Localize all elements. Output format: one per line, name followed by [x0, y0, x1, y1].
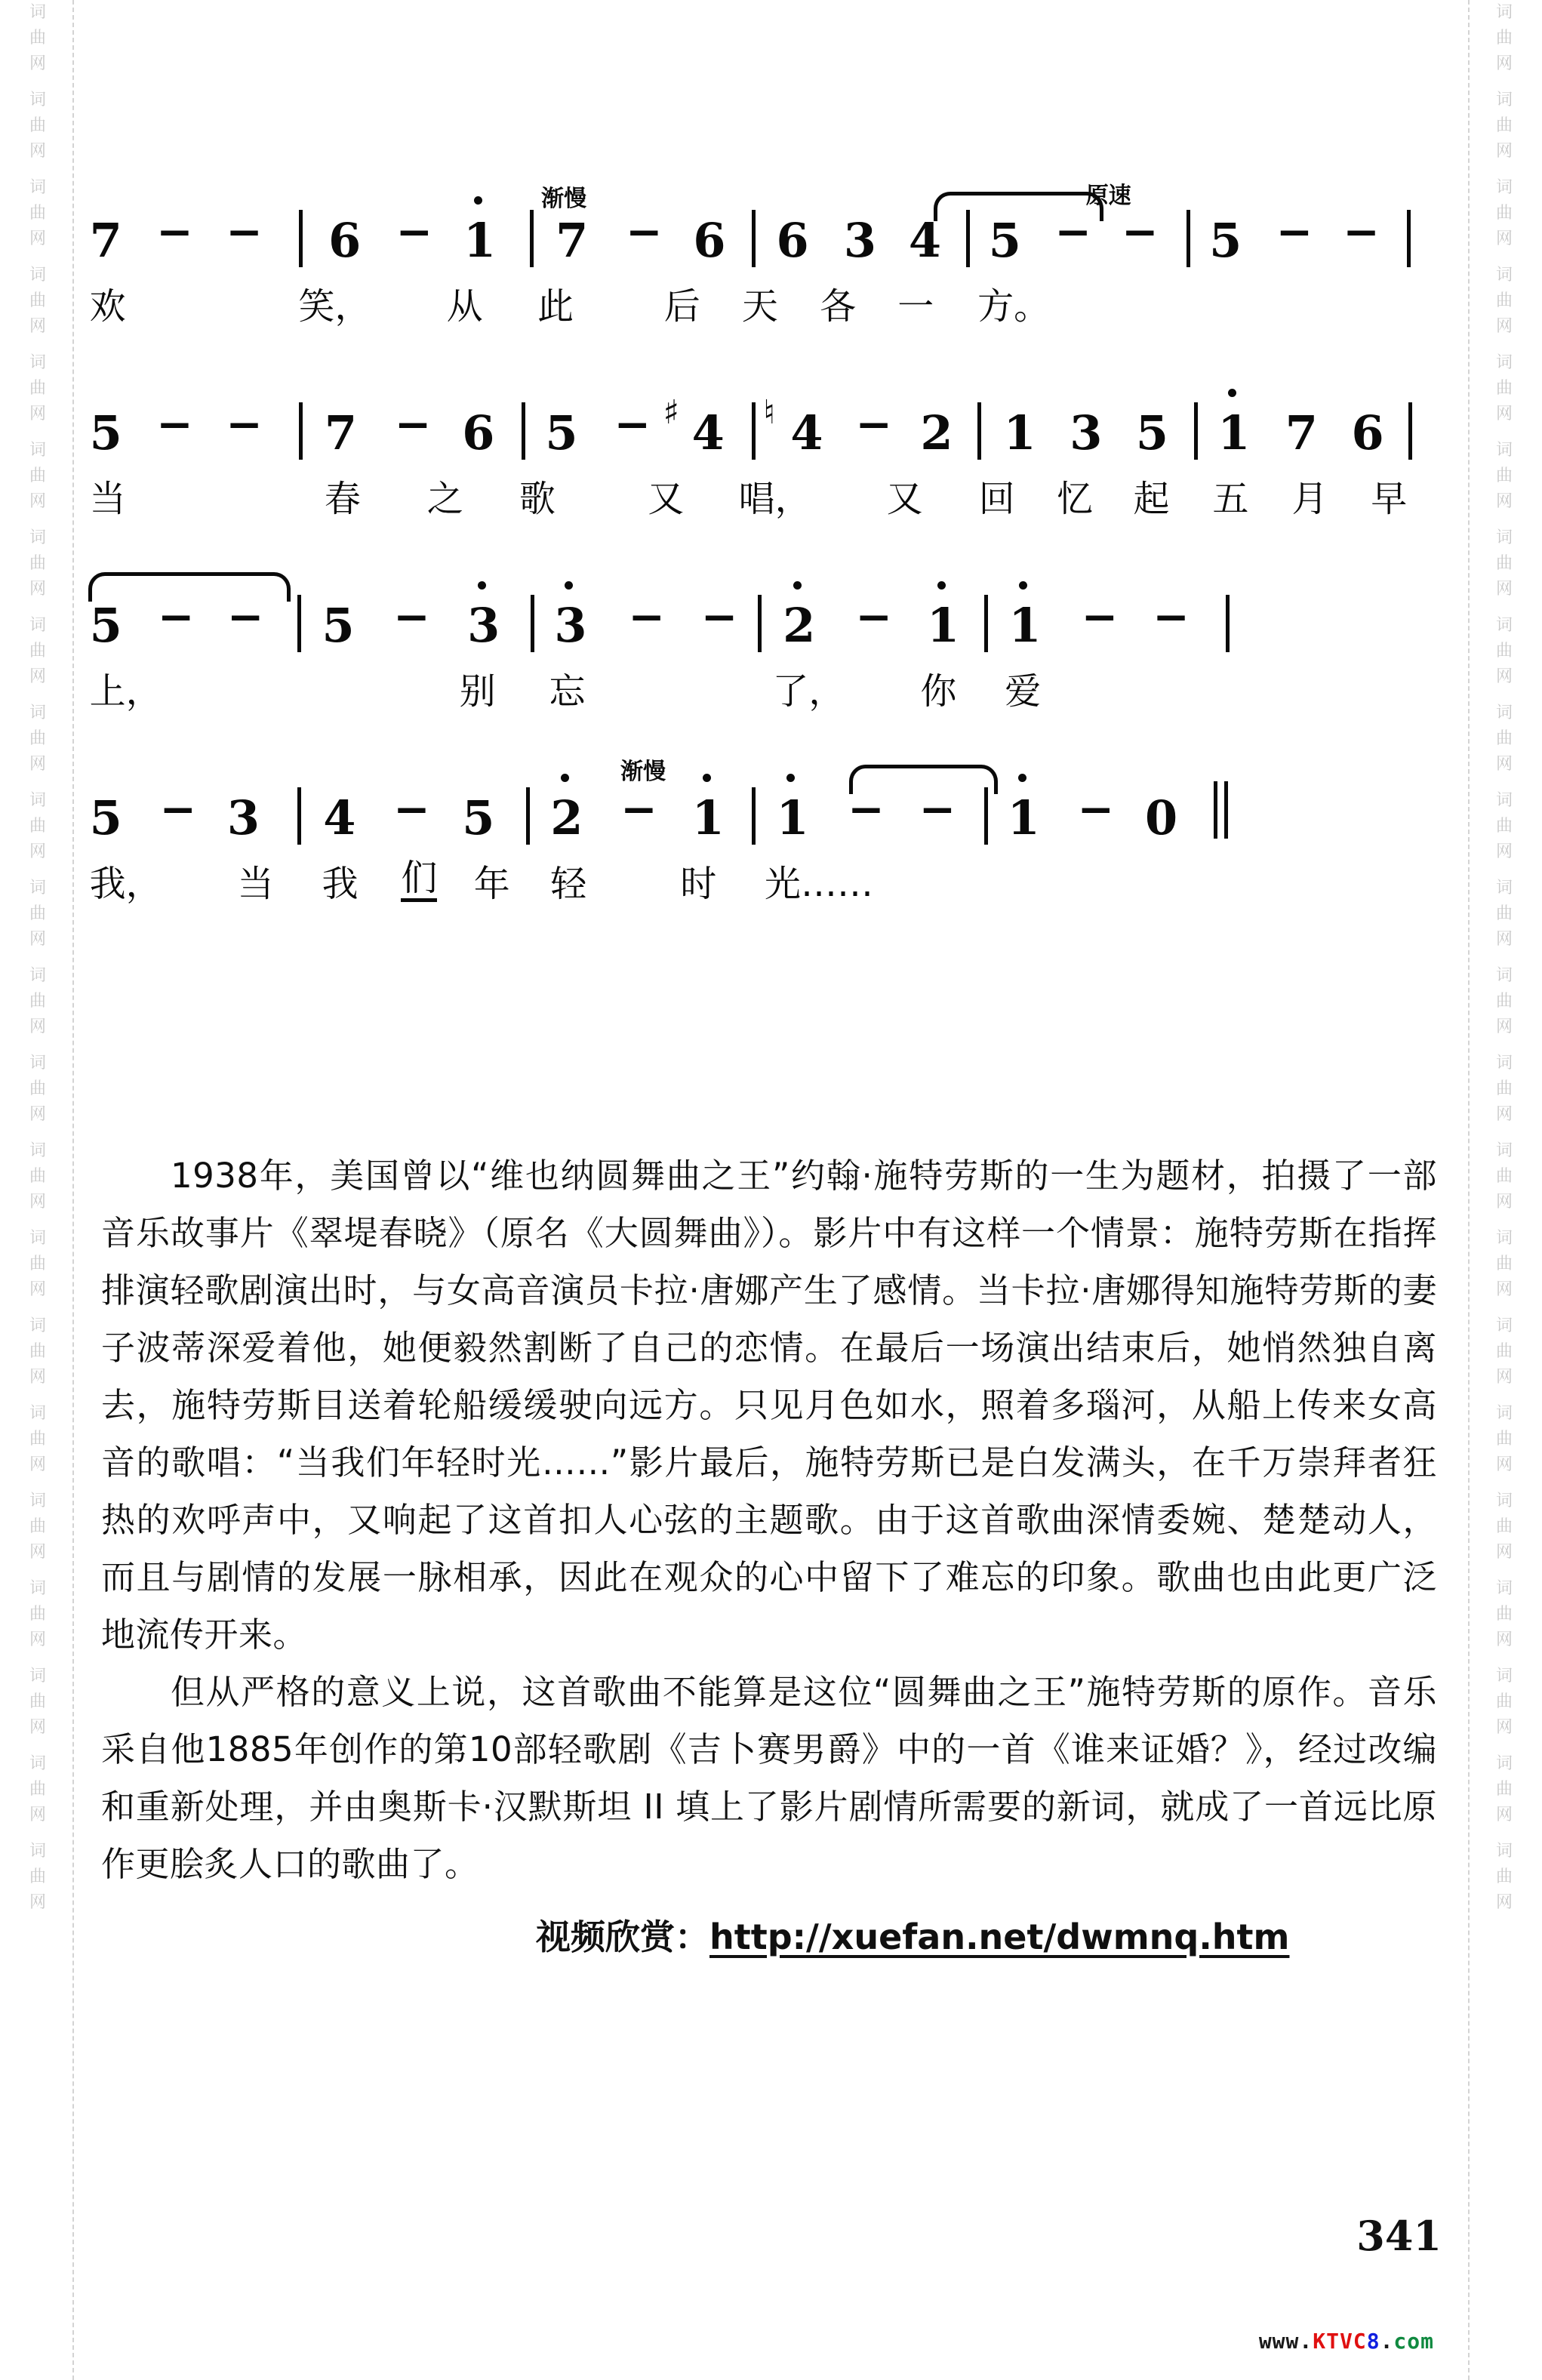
note-number: 5	[89, 790, 122, 845]
duration-dash: −	[226, 591, 264, 642]
note-number: 5	[1135, 405, 1169, 460]
octave-dot-high	[565, 581, 573, 590]
note-number: 6	[462, 405, 495, 460]
watermark-unit: 词 曲 网	[1495, 178, 1513, 248]
notation-row	[83, 751, 1457, 845]
watermark-unit: 词 曲 网	[1495, 1579, 1513, 1649]
note-number: 3	[1070, 405, 1103, 460]
lyric-syllable: 你	[920, 670, 957, 713]
lyric-syllable: 欢	[89, 285, 126, 328]
watermark-unit: 词 曲 网	[1495, 879, 1513, 949]
lyric-syllable: 们	[401, 860, 437, 902]
duration-dash: −	[1081, 591, 1119, 642]
watermark-unit: 词 曲 网	[29, 178, 46, 248]
duration-dash: −	[1153, 591, 1190, 642]
lyric-syllable: 轻	[550, 863, 587, 905]
note-number: 6	[693, 213, 726, 268]
note-number: 2	[550, 795, 583, 842]
watermark-unit: 词 曲 网	[29, 1054, 46, 1124]
lyric-syllable: 别	[459, 670, 496, 713]
watermark-part-5: com	[1393, 2329, 1434, 2354]
lyric-syllable: 又	[886, 478, 923, 520]
watermark-unit: 词 曲 网	[29, 879, 46, 949]
note-number: 7	[556, 213, 589, 268]
watermark-unit: 词 曲 网	[29, 266, 46, 336]
watermark-unit: 词 曲 网	[1495, 1404, 1513, 1474]
lyric-row	[83, 842, 1457, 905]
watermark-part-4: .	[1380, 2329, 1394, 2354]
lyric-syllable: 起	[1133, 478, 1170, 520]
duration-dash: −	[393, 591, 430, 642]
note-number: 6	[776, 213, 809, 268]
lyric-syllable: 爱	[1005, 670, 1042, 713]
lyric-syllable: 我，	[89, 863, 162, 905]
lyric-syllable: 天	[741, 285, 778, 328]
note-number: 4	[908, 213, 942, 268]
duration-dash: −	[919, 784, 956, 835]
note-number: ♮ 4	[763, 393, 823, 460]
note-number: 1	[927, 602, 959, 649]
duration-dash: −	[700, 591, 738, 642]
staff-line	[83, 366, 1457, 559]
duration-dash: −	[157, 591, 195, 642]
octave-dot-high	[478, 581, 486, 590]
lyric-syllable: 光……	[765, 863, 874, 905]
watermark-unit: 词 曲 网	[29, 441, 46, 511]
watermark-unit: 词 曲 网	[29, 1141, 46, 1212]
duration-dash: −	[1077, 784, 1115, 835]
octave-dot-high	[786, 774, 795, 782]
note-number: 2	[783, 602, 815, 649]
lyric-row	[83, 264, 1457, 328]
staff-line	[83, 174, 1457, 366]
lyric-syllable: 之	[426, 478, 463, 520]
duration-dash: −	[855, 399, 892, 450]
numbered-music-notation	[83, 174, 1457, 944]
watermark-unit: 词 曲 网	[29, 791, 46, 861]
watermark-part-3: 8	[1366, 2329, 1380, 2354]
octave-dot-high	[474, 196, 482, 205]
watermark-unit: 词 曲 网	[29, 1229, 46, 1299]
staff-line	[83, 559, 1457, 751]
note-number: ♯ 4	[663, 393, 725, 460]
paragraph-1: 1938年，美国曾以“维也纳圆舞曲之王”约翰·施特劳斯的一生为题材，拍摄了一部音乐故事片《翠堤春晓》（原名《大圆舞曲》）。影片中有这样一个情景：施特劳斯在指挥排演轻歌剧演出时，与女高音演员卡拉·唐娜产生了感情。当卡拉·唐娜得知施特劳斯的妻子波蒂深爱着他，她便毅然割断了自己的恋情。在最后一场演出结束后，她悄然独自离去，施特劳斯目送着轮船缓缓驶向远方。只见月色如水，照着多瑙河，从船上传来女高音的歌唱：“当我们年轻时光……”影片最后，施特劳斯已是白发满头，在千万崇拜者狂热的欢呼声中，又响起了这首扣人心弦的主题歌。由于这首歌曲深情委婉、楚楚动人，而且与剧情的发展一脉相承，因此在观众的心中留下了难忘的印象。歌曲也由此更广泛地流传开来。	[101, 1156, 1437, 1655]
duration-dash: −	[396, 206, 433, 257]
watermark-unit: 词 曲 网	[29, 1492, 46, 1562]
octave-dot-high	[1228, 389, 1236, 397]
note-number: 1	[1008, 795, 1040, 842]
watermark-unit: 词 曲 网	[29, 1667, 46, 1737]
lyric-syllable: 忆	[1057, 478, 1094, 520]
lyric-syllable: 笑，	[298, 285, 371, 328]
watermark-unit: 词 曲 网	[29, 966, 46, 1036]
left-watermark-strip	[3, 0, 74, 2380]
watermark-unit: 词 曲 网	[1495, 91, 1513, 161]
lyric-syllable: 月	[1291, 478, 1328, 520]
note-number: 7	[89, 213, 122, 268]
watermark-unit: 词 曲 网	[29, 3, 46, 73]
octave-dot-high	[793, 581, 802, 590]
tempo-marking: 渐慢	[620, 759, 666, 785]
watermark-unit: 词 曲 网	[1495, 3, 1513, 73]
sharp-accidental: ♯	[663, 393, 679, 432]
lyric-syllable: 歌	[519, 478, 556, 520]
watermark-unit: 词 曲 网	[29, 1404, 46, 1474]
lyric-syllable: 此	[537, 285, 574, 328]
watermark-unit: 词 曲 网	[29, 528, 46, 599]
note-number: 7	[324, 405, 358, 460]
note-number: 3	[554, 602, 586, 649]
lyric-syllable: 当	[237, 863, 274, 905]
lyric-syllable: 当	[89, 478, 126, 520]
lyric-syllable: 年	[473, 863, 510, 905]
note-number: 1	[1008, 602, 1041, 649]
lyric-row	[83, 457, 1457, 520]
lyric-syllable: 回	[978, 478, 1015, 520]
tempo-marking: 原速	[1085, 183, 1131, 209]
right-watermark-strip	[1468, 0, 1539, 2380]
natural-accidental: ♮	[763, 393, 776, 432]
octave-dot-high	[1018, 774, 1026, 782]
watermark-unit: 词 曲 网	[1495, 1667, 1513, 1737]
watermark-unit: 词 曲 网	[1495, 1141, 1513, 1212]
lyric-syllable: 方。	[977, 285, 1051, 328]
watermark-unit: 词 曲 网	[29, 1842, 46, 1912]
watermark-unit: 词 曲 网	[29, 1316, 46, 1387]
note-number: 5	[462, 790, 495, 845]
note-number: 5	[988, 213, 1021, 268]
duration-dash: −	[620, 784, 657, 835]
duration-dash: −	[1054, 206, 1092, 257]
lyric-row	[83, 649, 1457, 713]
note-number: 0	[1144, 790, 1178, 845]
watermark-unit: 词 曲 网	[29, 91, 46, 161]
watermark-unit: 词 曲 网	[1495, 791, 1513, 861]
note-number: 1	[692, 795, 725, 842]
note-number: 3	[467, 602, 500, 649]
watermark-unit: 词 曲 网	[1495, 1054, 1513, 1124]
watermark-unit: 词 曲 网	[29, 616, 46, 686]
note-number: 2	[920, 405, 953, 460]
note-number: 5	[545, 405, 578, 460]
lyric-syllable: 春	[324, 478, 361, 520]
duration-dash: −	[614, 399, 651, 450]
lyric-syllable: 各	[820, 285, 857, 328]
watermark-unit: 词 曲 网	[29, 1579, 46, 1649]
octave-dot-high	[1019, 581, 1027, 590]
note-number: 1	[463, 217, 496, 264]
duration-dash: −	[1276, 206, 1313, 257]
paragraph-2: 但从严格的意义上说，这首歌曲不能算是这位“圆舞曲之王”施特劳斯的原作。音乐采自他1885年创作的第10部轻歌剧《吉卜赛男爵》中的一首《谁来证婚？》，经过改编和重新处理，并由奥斯卡·汉默斯坦 II 填上了影片剧情所需要的新词，就成了一首远比原作更脍炙人口的歌曲了。	[101, 1672, 1437, 1884]
lyric-syllable: 后	[663, 285, 700, 328]
site-watermark	[1259, 2329, 1434, 2354]
lyric-syllable: 忘	[549, 670, 586, 713]
note-number: 6	[1351, 405, 1384, 460]
notation-row	[83, 174, 1457, 268]
duration-dash: −	[625, 206, 663, 257]
staff-line	[83, 751, 1457, 944]
lyric-syllable: 时	[680, 863, 717, 905]
watermark-unit: 词 曲 网	[1495, 704, 1513, 774]
watermark-part-1: www.	[1258, 2329, 1313, 2354]
note-number: 3	[843, 213, 877, 268]
duration-dash: −	[1122, 206, 1159, 257]
lyric-syllable: 从	[446, 285, 483, 328]
note-number: 6	[328, 213, 362, 268]
watermark-unit: 词 曲 网	[1495, 441, 1513, 511]
watermark-unit: 词 曲 网	[1495, 616, 1513, 686]
note-number: 1	[1217, 410, 1250, 457]
note-number: 1	[776, 795, 808, 842]
watermark-unit: 词 曲 网	[29, 1754, 46, 1824]
watermark-unit: 词 曲 网	[1495, 1842, 1513, 1912]
article-body	[101, 1147, 1437, 1893]
duration-dash: −	[226, 399, 263, 450]
note-number: 1	[1003, 405, 1036, 460]
note-number: 5	[89, 405, 122, 460]
watermark-unit: 词 曲 网	[1495, 266, 1513, 336]
lyric-syllable: 五	[1212, 478, 1249, 520]
octave-dot-high	[561, 774, 569, 782]
page-number: 341	[1356, 2212, 1442, 2260]
note-number: 5	[89, 598, 122, 653]
note-number: 3	[226, 790, 260, 845]
watermark-unit: 词 曲 网	[1495, 353, 1513, 423]
note-number: 4	[323, 790, 356, 845]
watermark-unit: 词 曲 网	[1495, 1492, 1513, 1562]
watermark-part-2: KTVC	[1313, 2329, 1367, 2354]
duration-dash: −	[156, 399, 193, 450]
lyric-syllable: 一	[897, 285, 934, 328]
duration-dash: −	[1343, 206, 1380, 257]
duration-dash: −	[159, 784, 197, 835]
lyric-syllable: 唱，	[738, 478, 811, 520]
octave-dot-high	[703, 774, 711, 782]
duration-dash: −	[855, 591, 892, 642]
video-label: 视频欣赏：	[536, 1917, 709, 1957]
watermark-unit: 词 曲 网	[29, 353, 46, 423]
tempo-marking: 渐慢	[541, 186, 587, 212]
duration-dash: −	[156, 206, 193, 257]
notation-row	[83, 559, 1457, 653]
watermark-unit: 词 曲 网	[1495, 1229, 1513, 1299]
lyric-syllable: 又	[648, 478, 685, 520]
lyric-syllable: 上，	[89, 670, 162, 713]
duration-dash: −	[226, 206, 263, 257]
watermark-unit: 词 曲 网	[1495, 966, 1513, 1036]
watermark-unit: 词 曲 网	[29, 704, 46, 774]
duration-dash: −	[394, 399, 432, 450]
watermark-unit: 词 曲 网	[1495, 1754, 1513, 1824]
note-number: 5	[322, 598, 355, 653]
video-url[interactable]: http://xuefan.net/dwmnq.htm	[709, 1917, 1290, 1957]
note-number: 7	[1285, 405, 1318, 460]
lyric-syllable: 了，	[772, 670, 845, 713]
lyric-syllable: 早	[1371, 478, 1408, 520]
note-number: 5	[1209, 213, 1242, 268]
page-content	[83, 0, 1457, 2380]
watermark-unit: 词 曲 网	[1495, 528, 1513, 599]
octave-dot-high	[937, 581, 946, 590]
duration-dash: −	[848, 784, 885, 835]
watermark-unit: 词 曲 网	[1495, 1316, 1513, 1387]
notation-row	[83, 366, 1457, 460]
duration-dash: −	[628, 591, 665, 642]
video-link-line[interactable]	[536, 1910, 1289, 1960]
duration-dash: −	[393, 784, 430, 835]
lyric-syllable: 我	[322, 863, 359, 905]
